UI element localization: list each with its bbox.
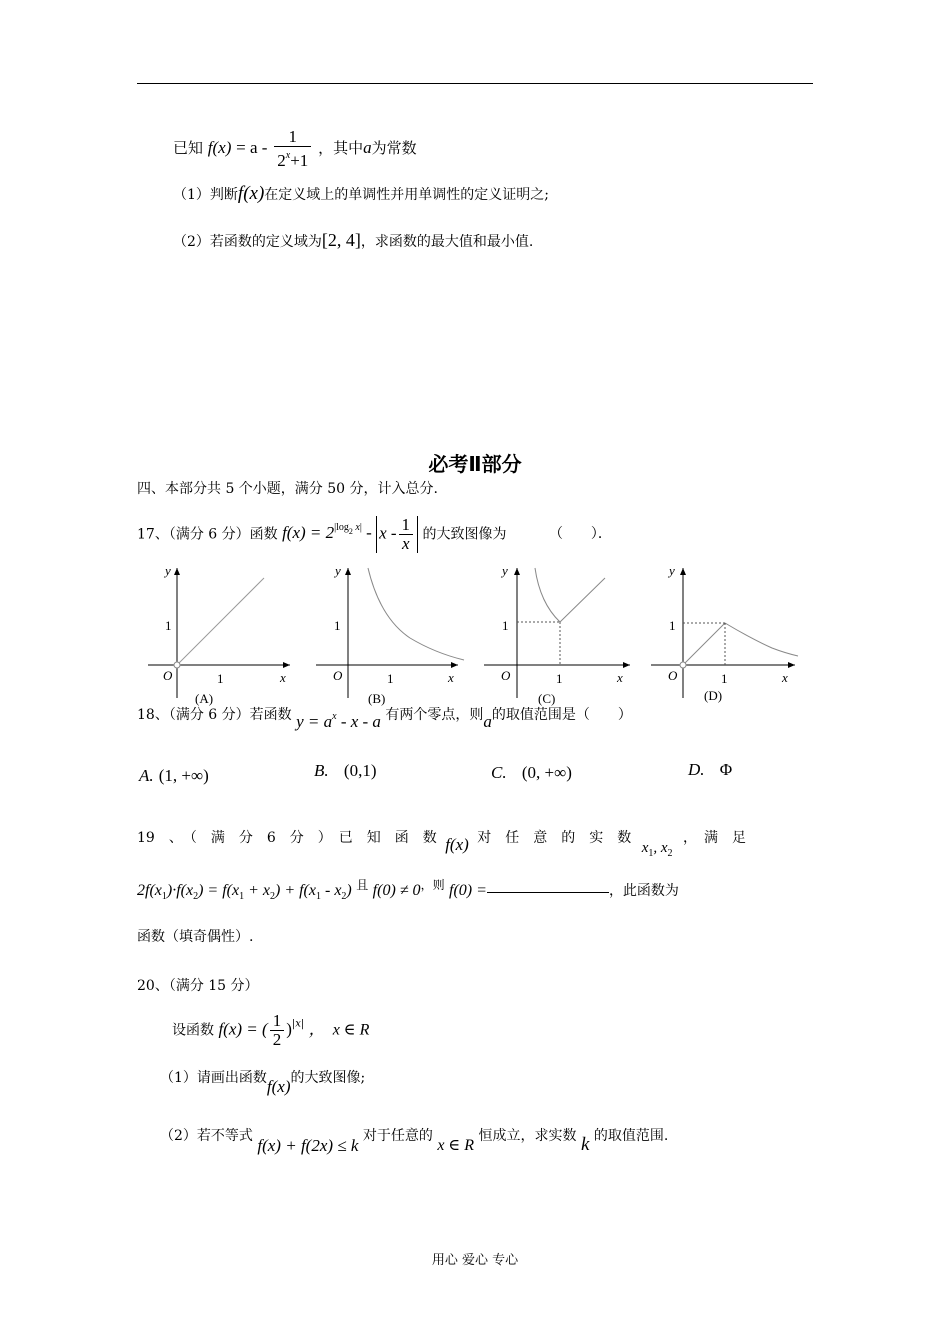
graph-d [651, 563, 798, 703]
q19-eq-s6: 2 [341, 891, 347, 902]
q20-ineq: f(x) + f(2x) ≤ k [257, 1136, 359, 1155]
q18-post: 的取值范围是（ ） [491, 707, 632, 723]
q20-part2-post: 的取值范围. [593, 1128, 669, 1144]
intro-part2 [173, 230, 533, 251]
graph-c-label: (C) [538, 691, 556, 706]
q19-var2-sub: 2 [667, 848, 673, 859]
q18-option-b-letter: B. [314, 761, 329, 780]
graph-b-one-x: 1 [387, 671, 394, 686]
graph-a-label: (A) [195, 691, 214, 706]
q18-func-exp: x [332, 711, 337, 722]
q17-fraction [399, 516, 414, 553]
q19-var-sep: , x [653, 840, 668, 856]
q20-exp: |x| [291, 1018, 305, 1030]
q17-graphs [140, 558, 800, 708]
q18-option-c-letter: C. [491, 763, 507, 782]
q19-answer-blank[interactable] [487, 878, 609, 893]
q20-part2-mid2: 恒成立，求实数 [478, 1128, 577, 1144]
intro-suffix-1: ，其中 [318, 139, 364, 157]
intro-eq: = a - [236, 138, 268, 157]
graph-a-x: x [280, 670, 286, 685]
q19-ze: ，则 [420, 878, 445, 892]
q17-frac-num: 1 [399, 516, 414, 535]
intro-fraction [274, 128, 311, 170]
q19-cond: f(0) ≠ 0 [372, 882, 421, 899]
q18-option-d[interactable] [688, 760, 732, 780]
q18-option-a-letter: A. [139, 766, 154, 785]
intro-var-a: a [363, 138, 372, 157]
q17-exp-x: x [355, 522, 360, 534]
q19-eq-s3: 1 [239, 891, 245, 902]
q20-part2 [160, 1124, 669, 1155]
graph-c [484, 563, 630, 706]
q20-x-in-r: x ∈ R [437, 1137, 475, 1154]
q19-ask: f(0) = [449, 882, 487, 899]
q18-label: 18、（满分 6 分）若函数 [137, 707, 292, 723]
q18-func-base: y = a [296, 712, 333, 731]
q20-frac-num: 1 [270, 1012, 285, 1031]
q18-func [296, 712, 381, 731]
graph-b-y: y [335, 563, 341, 578]
graph-c-origin: O [501, 668, 511, 683]
q17-f-lhs: f(x) = 2 [282, 523, 335, 543]
q18-option-c[interactable] [491, 763, 572, 783]
graph-d-x: x [782, 670, 788, 685]
q18-mid: 有两个零点，则 [385, 707, 484, 723]
q18-option-b-value: (0,1) [343, 761, 377, 780]
intro-frac-num: 1 [274, 128, 311, 147]
graph-b [316, 563, 464, 706]
q20-f-close: ) [286, 1019, 292, 1039]
section-title: 必考Ⅱ部分 [428, 452, 522, 476]
q20-fraction [270, 1012, 285, 1049]
q18-option-c-value: (0, +∞) [521, 763, 572, 782]
q19-eq-4: + x [248, 882, 270, 899]
graph-a [148, 563, 290, 706]
graph-d-label: (D) [704, 688, 723, 703]
q17-frac-den: x [402, 534, 410, 553]
q18-line [137, 703, 632, 731]
q19-eq-5: ) + f(x [274, 882, 316, 899]
q17-abs [376, 516, 418, 553]
q17-exp-sub: 2 [348, 527, 353, 537]
q19-tail: ，此函数为 [608, 883, 679, 899]
q20-part1-fx: f(x) [266, 1077, 291, 1096]
intro-frac-den [274, 147, 311, 170]
graph-c-y: y [502, 563, 508, 578]
header-rule [137, 83, 813, 84]
q18-option-d-value: Φ [719, 760, 733, 779]
q19-eq-2: )·f(x [166, 882, 194, 899]
intro-part2-pre: （2）若函数的定义域为 [173, 234, 322, 250]
graph-b-x: x [448, 670, 454, 685]
q17-exp-close: | [359, 522, 362, 534]
graph-c-one-y: 1 [502, 618, 509, 633]
q20-k: k [580, 1134, 590, 1155]
q19-line3: 函数（填奇偶性）. [137, 929, 254, 945]
q20-set-pre: 设函数 [172, 1022, 214, 1039]
graph-a-y: y [165, 563, 171, 578]
q19-line2 [137, 876, 679, 902]
q19-var1: x [641, 840, 649, 856]
intro-part2-interval: [2, 4] [321, 230, 361, 250]
intro-den-tail: +1 [290, 151, 309, 170]
intro-part1-post: 在定义域上的单调性并用单调性的定义证明之; [264, 187, 550, 203]
graph-c-one-x: 1 [556, 671, 563, 686]
q17-minus: - [366, 523, 372, 543]
section-intro: 四、本部分共 5 个小题，满分 50 分，计入总分. [137, 481, 438, 497]
q19-end1: ， 满 足 [682, 830, 746, 846]
q19-eq-s5: 1 [315, 891, 321, 902]
graph-b-label: (B) [368, 691, 386, 706]
graph-d-one-y: 1 [669, 618, 676, 633]
intro-part1 [173, 183, 549, 205]
graph-d-y: y [669, 563, 675, 578]
q17-line [137, 516, 612, 553]
q19-eq-1: 2f(x [137, 882, 162, 899]
q19-eq-s2: 2 [193, 891, 199, 902]
q17-post: 的大致图像为 [422, 526, 507, 543]
graph-d-origin: O [668, 668, 678, 683]
intro-part2-post: ，求函数的最大值和最小值. [360, 234, 534, 250]
q17-label: 17、（满分 6 分）函数 [137, 526, 278, 543]
q17-paren: （ ）． [548, 526, 612, 543]
intro-part1-fx: f(x) [237, 183, 265, 204]
q20-part1-post: 的大致图像; [290, 1070, 366, 1086]
graph-a-origin: O [163, 668, 173, 683]
graph-b-origin: O [333, 668, 343, 683]
q19-eq-end: ) [346, 882, 352, 899]
q18-option-b[interactable] [314, 761, 376, 781]
intro-suffix-2: 为常数 [371, 139, 417, 157]
q19-eq-6: - x [324, 882, 342, 899]
q20-domain: ， x ∈ R [308, 1021, 370, 1039]
intro-prefix: 已知 [173, 139, 204, 157]
q20-part1-pre: （1）请画出函数 [160, 1070, 267, 1086]
q20-f-lhs: f(x) = ( [218, 1019, 268, 1039]
intro-part1-pre: （1）判断 [173, 187, 238, 203]
intro-fx: f(x) [207, 138, 232, 157]
graph-d-one-x: 1 [721, 671, 728, 686]
footer: 用心 爱心 专心 [431, 1253, 519, 1268]
q17-exp-log: |log [334, 522, 349, 534]
q20-set-line [172, 1012, 369, 1049]
intro-den-exp: x [285, 150, 291, 161]
q18-var: a [483, 712, 492, 731]
q19-mid: 对 任 意 的 实 数 [477, 830, 632, 846]
q19-equation [137, 882, 352, 902]
graph-a-one-y: 1 [165, 618, 172, 633]
q20-part2-pre: （2）若不等式 [160, 1128, 253, 1144]
q20-part2-mid: 对于任意的 [362, 1128, 433, 1144]
graph-c-x: x [617, 670, 623, 685]
q19-fx: f(x) [445, 835, 469, 854]
q19-eq-s1: 1 [161, 891, 167, 902]
q20-part1 [160, 1067, 366, 1096]
q19-line1 [137, 827, 813, 859]
q19-vars [641, 840, 673, 859]
q18-func-tail: - x - a [340, 712, 381, 731]
q19-qie: 且 [356, 878, 369, 892]
q18-option-a[interactable] [139, 766, 209, 786]
q17-formula [282, 515, 418, 553]
q19-var1-sub: 1 [648, 848, 654, 859]
graph-a-one-x: 1 [217, 671, 224, 686]
q18-option-a-value: (1, +∞) [158, 766, 209, 785]
intro-den-base: 2 [277, 151, 286, 170]
q18-option-d-letter: D. [688, 760, 705, 779]
q19-eq-s4: 2 [269, 891, 275, 902]
q20-frac-den: 2 [272, 1030, 282, 1049]
q17-abs-x: x - [379, 523, 397, 543]
q19-label: 19 、 （ 满 分 6 分 ） 已 知 函 数 [137, 830, 437, 846]
graph-b-one-y: 1 [334, 618, 341, 633]
q19-eq-3: ) = f(x [198, 882, 240, 899]
q20-label: 20、（满分 15 分） [137, 978, 259, 994]
intro-line [173, 128, 417, 170]
